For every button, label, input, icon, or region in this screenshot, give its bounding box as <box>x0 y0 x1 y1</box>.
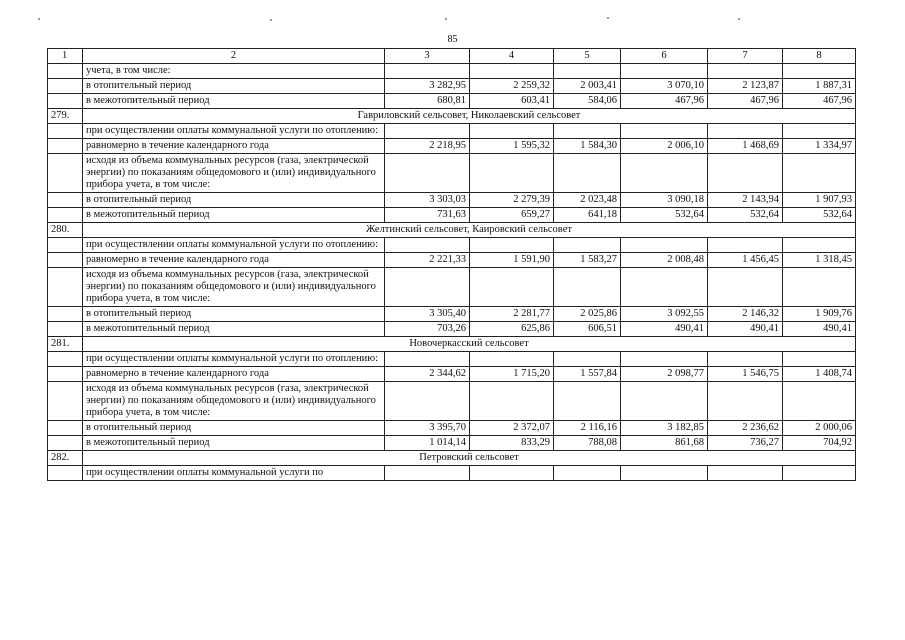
region-name: Гавриловский сельсовет, Николаевский сельсовет <box>83 109 856 124</box>
value-cell: 3 090,18 <box>621 193 708 208</box>
row-number-cell <box>48 94 83 109</box>
value-cell: 1 334,97 <box>783 139 856 154</box>
value-cell: 2 003,41 <box>554 79 621 94</box>
row-number: 281. <box>48 337 83 352</box>
table-row <box>48 238 856 253</box>
value-cell: 606,51 <box>554 322 621 337</box>
value-cell: 2 344,62 <box>385 367 470 382</box>
row-number: 280. <box>48 223 83 238</box>
value-cell <box>385 238 470 253</box>
value-cell <box>783 124 856 139</box>
value-cell: 532,64 <box>621 208 708 223</box>
table-row <box>48 421 856 436</box>
value-cell <box>470 64 554 79</box>
value-cell <box>470 466 554 481</box>
row-number-cell <box>48 367 83 382</box>
value-cell: 490,41 <box>708 322 783 337</box>
row-description: учета, в том числе: <box>83 64 385 79</box>
region-row <box>48 223 856 238</box>
value-cell: 736,27 <box>708 436 783 451</box>
table-row <box>48 382 856 421</box>
value-cell <box>621 382 708 421</box>
value-cell: 1 014,14 <box>385 436 470 451</box>
value-cell: 1 583,27 <box>554 253 621 268</box>
row-number-cell <box>48 139 83 154</box>
value-cell: 1 456,45 <box>708 253 783 268</box>
value-cell: 1 557,84 <box>554 367 621 382</box>
value-cell: 603,41 <box>470 94 554 109</box>
table-row <box>48 307 856 322</box>
region-name: Петровский сельсовет <box>83 451 856 466</box>
value-cell: 1 318,45 <box>783 253 856 268</box>
value-cell: 2 116,16 <box>554 421 621 436</box>
row-number-cell <box>48 154 83 193</box>
tariff-table <box>47 48 856 481</box>
table-row <box>48 79 856 94</box>
value-cell: 1 907,93 <box>783 193 856 208</box>
row-description: в межотопительный период <box>83 208 385 223</box>
value-cell <box>554 382 621 421</box>
row-number-cell <box>48 253 83 268</box>
value-cell <box>554 124 621 139</box>
region-name: Желтинский сельсовет, Каировский сельсовет <box>83 223 856 238</box>
value-cell <box>621 154 708 193</box>
value-cell <box>708 382 783 421</box>
value-cell: 659,27 <box>470 208 554 223</box>
value-cell: 2 372,07 <box>470 421 554 436</box>
value-cell <box>554 268 621 307</box>
table-row <box>48 436 856 451</box>
value-cell: 1 887,31 <box>783 79 856 94</box>
value-cell: 2 218,95 <box>385 139 470 154</box>
value-cell: 3 395,70 <box>385 421 470 436</box>
value-cell <box>783 154 856 193</box>
value-cell: 3 282,95 <box>385 79 470 94</box>
value-cell <box>708 268 783 307</box>
value-cell: 3 182,85 <box>621 421 708 436</box>
row-description: в отопительный период <box>83 193 385 208</box>
value-cell: 2 143,94 <box>708 193 783 208</box>
value-cell: 731,63 <box>385 208 470 223</box>
value-cell: 3 092,55 <box>621 307 708 322</box>
row-description: при осуществлении оплаты коммунальной услуги по отоплению: <box>83 238 385 253</box>
column-header: 7 <box>708 49 783 64</box>
table-row <box>48 64 856 79</box>
region-row <box>48 109 856 124</box>
value-cell: 2 023,48 <box>554 193 621 208</box>
row-description: в межотопительный период <box>83 94 385 109</box>
value-cell <box>708 466 783 481</box>
row-description: в межотопительный период <box>83 436 385 451</box>
scan-speck <box>445 18 447 20</box>
value-cell: 704,92 <box>783 436 856 451</box>
value-cell: 861,68 <box>621 436 708 451</box>
value-cell: 3 070,10 <box>621 79 708 94</box>
value-cell: 641,18 <box>554 208 621 223</box>
value-cell: 1 408,74 <box>783 367 856 382</box>
row-description: равномерно в течение календарного года <box>83 253 385 268</box>
column-header: 4 <box>470 49 554 64</box>
value-cell <box>621 466 708 481</box>
column-header: 2 <box>83 49 385 64</box>
row-description: при осуществлении оплаты коммунальной услуги по отоплению: <box>83 124 385 139</box>
value-cell: 1 591,90 <box>470 253 554 268</box>
row-number-cell <box>48 466 83 481</box>
row-description: при осуществлении оплаты коммунальной услуги по <box>83 466 385 481</box>
value-cell <box>708 124 783 139</box>
page-number: 85 <box>447 34 458 45</box>
value-cell: 2 221,33 <box>385 253 470 268</box>
value-cell <box>708 154 783 193</box>
value-cell <box>385 154 470 193</box>
value-cell: 467,96 <box>621 94 708 109</box>
row-number-cell <box>48 382 83 421</box>
value-cell <box>783 466 856 481</box>
value-cell <box>385 466 470 481</box>
row-number-cell <box>48 193 83 208</box>
value-cell <box>708 64 783 79</box>
row-description: исходя из объема коммунальных ресурсов (газа, электрической энергии) по показаниям общедомового и (или) индивидуального прибора учета, в том числе: <box>83 268 385 307</box>
region-name: Новочеркасский сельсовет <box>83 337 856 352</box>
value-cell: 490,41 <box>783 322 856 337</box>
table-row <box>48 253 856 268</box>
value-cell: 1 584,30 <box>554 139 621 154</box>
row-number: 282. <box>48 451 83 466</box>
value-cell: 3 305,40 <box>385 307 470 322</box>
value-cell <box>385 352 470 367</box>
value-cell <box>470 154 554 193</box>
value-cell: 1 546,75 <box>708 367 783 382</box>
row-description: равномерно в течение календарного года <box>83 367 385 382</box>
value-cell <box>385 268 470 307</box>
row-number-cell <box>48 436 83 451</box>
value-cell <box>783 382 856 421</box>
value-cell <box>783 64 856 79</box>
scan-speck <box>607 17 609 19</box>
value-cell <box>783 268 856 307</box>
row-description: равномерно в течение календарного года <box>83 139 385 154</box>
row-number-cell <box>48 208 83 223</box>
row-description: исходя из объема коммунальных ресурсов (газа, электрической энергии) по показаниям общедомового и (или) индивидуального прибора учета, в том числе: <box>83 154 385 193</box>
row-number-cell <box>48 238 83 253</box>
region-row <box>48 337 856 352</box>
table-row <box>48 193 856 208</box>
table-header-row <box>48 49 856 64</box>
row-description: исходя из объема коммунальных ресурсов (газа, электрической энергии) по показаниям общедомового и (или) индивидуального прибора учета, в том числе: <box>83 382 385 421</box>
value-cell <box>621 64 708 79</box>
row-number-cell <box>48 268 83 307</box>
scan-speck <box>738 18 740 20</box>
table-row <box>48 94 856 109</box>
value-cell: 703,26 <box>385 322 470 337</box>
row-number-cell <box>48 307 83 322</box>
value-cell <box>470 382 554 421</box>
value-cell: 3 303,03 <box>385 193 470 208</box>
value-cell: 467,96 <box>783 94 856 109</box>
value-cell: 467,96 <box>708 94 783 109</box>
table-row <box>48 367 856 382</box>
scan-speck <box>270 19 272 21</box>
value-cell: 1 909,76 <box>783 307 856 322</box>
value-cell: 2 146,32 <box>708 307 783 322</box>
row-number-cell <box>48 421 83 436</box>
column-header: 1 <box>48 49 83 64</box>
value-cell: 2 123,87 <box>708 79 783 94</box>
row-description: в отопительный период <box>83 421 385 436</box>
value-cell: 2 098,77 <box>621 367 708 382</box>
row-description: в отопительный период <box>83 79 385 94</box>
column-header: 8 <box>783 49 856 64</box>
table-row <box>48 139 856 154</box>
table-row <box>48 352 856 367</box>
value-cell <box>554 64 621 79</box>
row-number: 279. <box>48 109 83 124</box>
value-cell <box>708 352 783 367</box>
value-cell: 625,86 <box>470 322 554 337</box>
row-number-cell <box>48 322 83 337</box>
value-cell: 1 468,69 <box>708 139 783 154</box>
value-cell: 2 000,06 <box>783 421 856 436</box>
value-cell <box>470 238 554 253</box>
value-cell <box>385 382 470 421</box>
value-cell: 833,29 <box>470 436 554 451</box>
value-cell <box>554 154 621 193</box>
row-description: при осуществлении оплаты коммунальной услуги по отоплению: <box>83 352 385 367</box>
value-cell: 2 236,62 <box>708 421 783 436</box>
table-row <box>48 322 856 337</box>
value-cell <box>385 124 470 139</box>
value-cell: 680,81 <box>385 94 470 109</box>
column-header: 3 <box>385 49 470 64</box>
value-cell <box>554 238 621 253</box>
value-cell: 2 279,39 <box>470 193 554 208</box>
value-cell <box>470 124 554 139</box>
value-cell: 490,41 <box>621 322 708 337</box>
value-cell: 2 259,32 <box>470 79 554 94</box>
row-description: в отопительный период <box>83 307 385 322</box>
value-cell <box>385 64 470 79</box>
scan-speck <box>38 18 40 20</box>
row-description: в межотопительный период <box>83 322 385 337</box>
value-cell: 532,64 <box>708 208 783 223</box>
column-header: 5 <box>554 49 621 64</box>
value-cell <box>783 352 856 367</box>
value-cell <box>621 268 708 307</box>
value-cell: 1 595,32 <box>470 139 554 154</box>
row-number-cell <box>48 352 83 367</box>
table-row <box>48 124 856 139</box>
table-row <box>48 154 856 193</box>
value-cell: 2 006,10 <box>621 139 708 154</box>
column-header: 6 <box>621 49 708 64</box>
value-cell <box>621 352 708 367</box>
value-cell <box>470 352 554 367</box>
value-cell: 584,06 <box>554 94 621 109</box>
table-row <box>48 466 856 481</box>
row-number-cell <box>48 79 83 94</box>
value-cell: 2 025,86 <box>554 307 621 322</box>
table-row <box>48 208 856 223</box>
row-number-cell <box>48 64 83 79</box>
row-number-cell <box>48 124 83 139</box>
value-cell: 2 008,48 <box>621 253 708 268</box>
value-cell <box>783 238 856 253</box>
value-cell: 788,08 <box>554 436 621 451</box>
region-row <box>48 451 856 466</box>
value-cell: 2 281,77 <box>470 307 554 322</box>
value-cell <box>554 352 621 367</box>
value-cell: 532,64 <box>783 208 856 223</box>
value-cell <box>708 238 783 253</box>
value-cell: 1 715,20 <box>470 367 554 382</box>
table-row <box>48 268 856 307</box>
value-cell <box>621 238 708 253</box>
value-cell <box>621 124 708 139</box>
value-cell <box>470 268 554 307</box>
value-cell <box>554 466 621 481</box>
